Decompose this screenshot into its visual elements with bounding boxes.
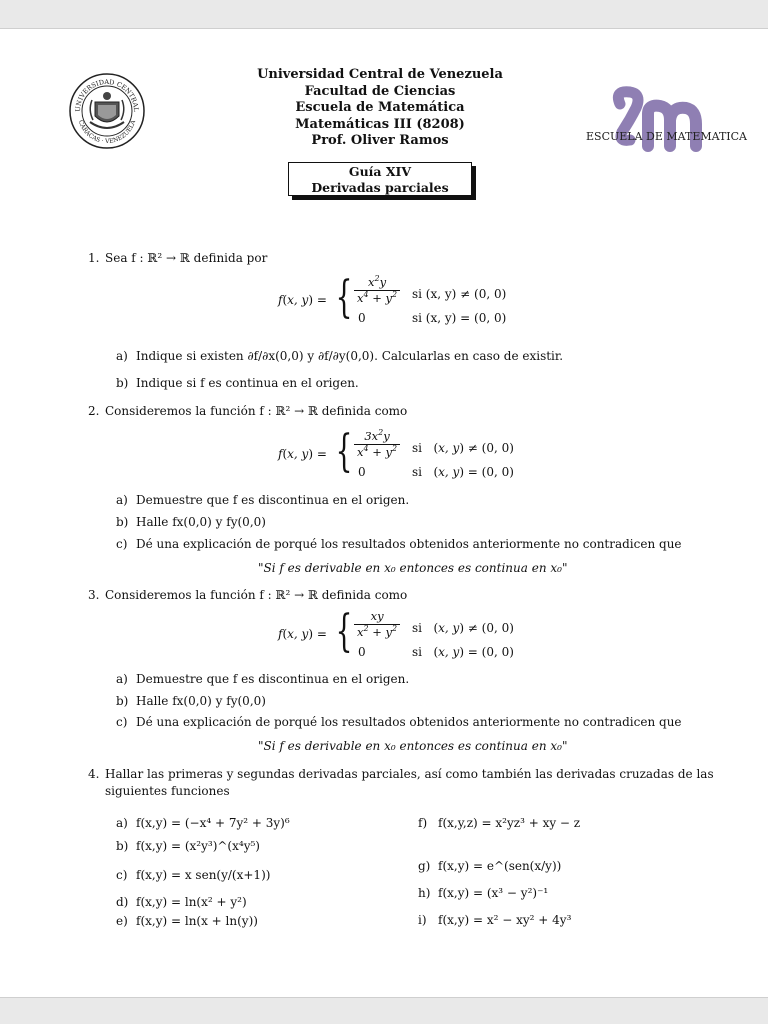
course-name: Matemáticas III (8208) [295,116,465,132]
professor-name: Prof. Oliver Ramos [311,133,449,148]
problem-4h-label: h) [418,886,431,900]
problem-4g-label: g) [418,859,431,873]
university-name: Universidad Central de Venezuela [257,67,503,82]
problem-3-intro: Consideremos la función f : ℝ² → ℝ definida como [105,588,408,602]
problem-4a-label: a) [116,816,128,830]
school-logo-text: ESCUELA DE MATEMATICA [586,130,747,143]
problem-3c-text: Dé una explicación de porqué los resultados obtenidos anteriormente no contradicen que [136,715,682,729]
problem-4c-label: c) [116,868,128,882]
seal-text-bottom: CARACAS · VENEZUELA [76,119,138,146]
problem-3-definition: f(x, y) = { $\frac{xy}{x^2 + y^2}$ 0 si (x, y) ≠ (0, 0) si (x, y) = (0, 0) [278,606,514,659]
problem-2c-text: Dé una explicación de porqué los resultados obtenidos anteriormente no contradicen que [136,537,682,551]
problem-4h-expr: f(x,y) = (x³ − y²)⁻¹ [438,886,549,900]
problem-1-intro: Sea f : ℝ² → ℝ definida por [105,251,268,265]
problem-3b-label: b) [116,694,129,708]
school-logo [584,80,747,162]
guide-title-box [288,162,472,196]
problem-2a-label: a) [116,493,128,507]
problem-2-number: 2. [88,404,100,418]
faculty-name: Facultad de Ciencias [304,83,456,99]
problem-1b-text: Indique si f es continua en el origen. [136,376,359,390]
problem-4f-label: f) [418,816,428,830]
problem-2b-text: Halle fx(0,0) y fy(0,0) [136,515,266,529]
problem-2c-label: c) [116,537,128,551]
problem-4e-expr: f(x,y) = ln(x + ln(y)) [136,914,258,928]
problem-1a-text: Indique si existen ∂f/∂x(0,0) y ∂f/∂y(0,0). Calcularlas en caso de existir. [136,349,564,363]
problem-3a-text: Demuestre que f es discontinua en el origen. [136,672,410,686]
seal-text-top: UNIVERSIDAD CENTRAL [73,77,141,112]
problem-2-quote: "Si f es derivable en x₀ entonces es continua en x₀" [258,561,568,575]
problem-4a-expr: f(x,y) = (−x⁴ + 7y² + 3y)⁶ [136,816,290,830]
institution-header [230,67,530,150]
problem-4i-expr: f(x,y) = x² − xy² + 4y³ [438,913,572,927]
guide-subtitle: Derivadas parciales [311,180,449,195]
university-seal [68,72,146,150]
problem-4b-expr: f(x,y) = (x²y³)^(x⁴y⁵) [136,839,260,853]
problem-4-intro-line2: siguientes funciones [105,784,230,798]
problem-1-number: 1. [88,251,100,265]
problem-2a-text: Demuestre que f es discontinua en el origen. [136,493,410,507]
problem-1a-label: a) [116,349,128,363]
problem-4d-label: d) [116,895,129,909]
problem-3b-text: Halle fx(0,0) y fy(0,0) [136,694,266,708]
problem-2-definition: f(x, y) = { $\frac{3x^2y}{x^4 + y^2}$ 0 si (x, y) ≠ (0, 0) si (x, y) = (0, 0) [278,426,514,479]
guide-title: Guía XIV [348,164,412,179]
problem-4-intro-line1: Hallar las primeras y segundas derivadas parciales, así como también las derivadas cruzadas de las [105,767,714,781]
school-name: Escuela de Matemática [295,100,465,115]
problem-3-quote: "Si f es derivable en x₀ entonces es continua en x₀" [258,739,568,753]
problem-4g-expr: f(x,y) = e^(sen(x/y)) [438,859,562,873]
problem-2-intro: Consideremos la función f : ℝ² → ℝ definida como [105,404,408,418]
problem-3c-label: c) [116,715,128,729]
problem-4e-label: e) [116,914,128,928]
problem-4d-expr: f(x,y) = ln(x² + y²) [136,895,247,909]
problem-4f-expr: f(x,y,z) = x²yz³ + xy − z [438,816,581,830]
problem-4b-label: b) [116,839,129,853]
problem-4i-label: i) [418,913,427,927]
problem-3-number: 3. [88,588,100,602]
problem-3a-label: a) [116,672,128,686]
problem-4-number: 4. [88,767,100,781]
problem-1b-label: b) [116,376,129,390]
problem-1-definition: f(x, y) = { $\frac{x^2y}{x^4 + y^2}$ 0 si (x, y) ≠ (0, 0) si (x, y) = (0, 0) [278,272,507,325]
problem-2b-label: b) [116,515,129,529]
problem-4c-expr: f(x,y) = x sen(y/(x+1)) [136,868,271,882]
